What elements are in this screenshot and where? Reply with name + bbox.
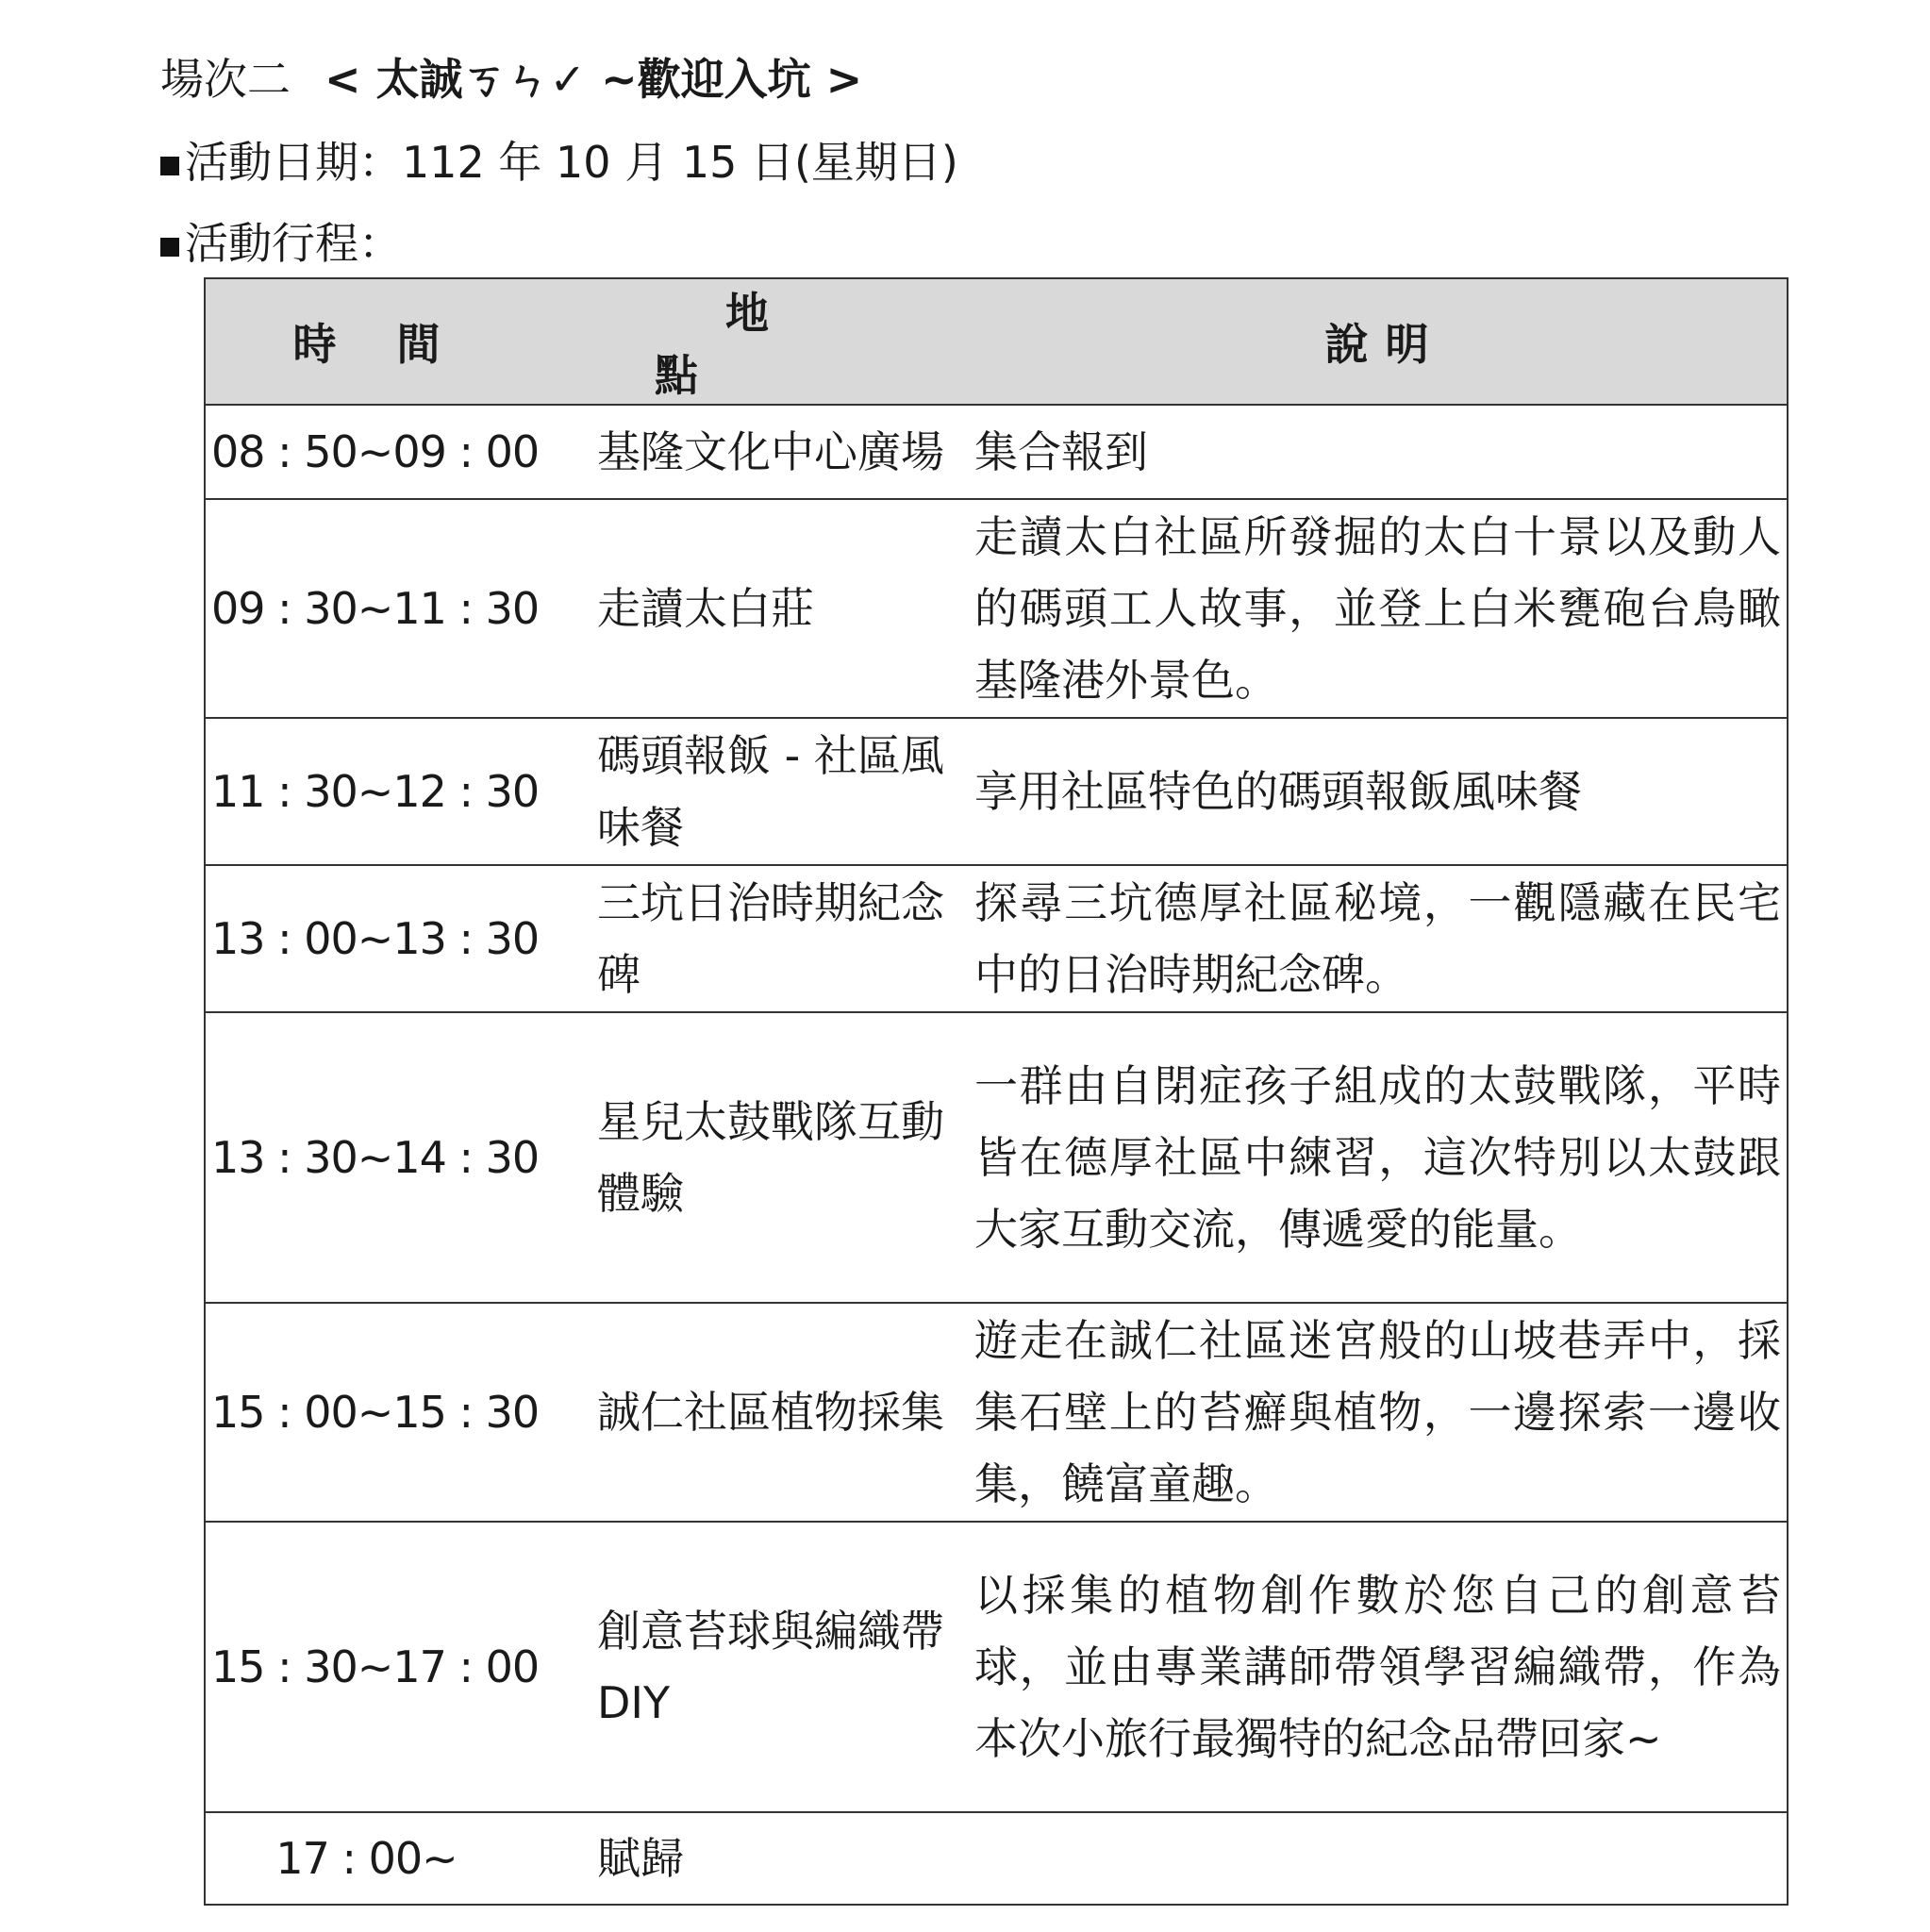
row-time: 17 : 00~ xyxy=(205,1812,527,1905)
activity-schedule-line xyxy=(160,213,402,274)
table-row xyxy=(205,405,1788,499)
header-desc: 說明 xyxy=(967,278,1788,405)
row-time: 13 : 00~13 : 30 xyxy=(205,865,527,1012)
table-row xyxy=(205,1812,1788,1905)
table-row xyxy=(205,1303,1788,1522)
row-place: 賦歸 xyxy=(527,1812,967,1905)
activity-date-label: 活動日期： xyxy=(185,137,402,188)
activity-date-value: 112 年 10 月 15 日(星期日) xyxy=(402,137,958,188)
schedule-table xyxy=(204,277,1789,1906)
square-bullet-icon xyxy=(160,238,179,257)
session-label: 場次二 xyxy=(160,54,291,105)
activity-schedule-label: 活動行程： xyxy=(185,218,402,269)
row-desc: 遊走在誠仁社區迷宮般的山坡巷弄中，採集石壁上的苔癬與植物，一邊探索一邊收集，饒富童趣。 xyxy=(967,1303,1788,1522)
header-time: 時間 xyxy=(205,278,527,405)
row-place: 星兒太鼓戰隊互動體驗 xyxy=(527,1012,967,1303)
row-desc: 享用社區特色的碼頭報飯風味餐 xyxy=(967,718,1788,865)
row-desc: 集合報到 xyxy=(967,405,1788,499)
table-row xyxy=(205,865,1788,1012)
row-desc: 一群由自閉症孩子組成的太鼓戰隊，平時皆在德厚社區中練習，這次特別以太鼓跟大家互動交流，傳遞愛的能量。 xyxy=(967,1012,1788,1303)
row-desc: 探尋三坑德厚社區秘境，一觀隱藏在民宅中的日治時期紀念碑。 xyxy=(967,865,1788,1012)
row-time: 15 : 00~15 : 30 xyxy=(205,1303,527,1522)
table-header-row xyxy=(205,278,1788,405)
row-place: 三坑日治時期紀念碑 xyxy=(527,865,967,1012)
row-place: 創意苔球與編織帶 DIY xyxy=(527,1522,967,1812)
table-row xyxy=(205,718,1788,865)
table-row xyxy=(205,1522,1788,1812)
row-place: 基隆文化中心廣場 xyxy=(527,405,967,499)
row-desc xyxy=(967,1812,1788,1905)
session-theme: < 太誠ㄎㄣ✓ ~歡迎入坑 > xyxy=(324,54,863,105)
row-time: 09 : 30~11 : 30 xyxy=(205,499,527,718)
row-desc: 走讀太白社區所發掘的太白十景以及動人的碼頭工人故事，並登上白米甕砲台鳥瞰基隆港外景色。 xyxy=(967,499,1788,718)
row-place: 碼頭報飯 - 社區風味餐 xyxy=(527,718,967,865)
header-place: 地點 xyxy=(527,278,967,405)
page-title xyxy=(160,49,862,109)
row-place: 誠仁社區植物採集 xyxy=(527,1303,967,1522)
row-time: 15 : 30~17 : 00 xyxy=(205,1522,527,1812)
row-desc: 以採集的植物創作數於您自己的創意苔球，並由專業講師帶領學習編織帶，作為本次小旅行最獨特的紀念品帶回家~ xyxy=(967,1522,1788,1812)
row-time: 13 : 30~14 : 30 xyxy=(205,1012,527,1303)
square-bullet-icon xyxy=(160,157,179,175)
row-time: 11 : 30~12 : 30 xyxy=(205,718,527,865)
activity-date-line xyxy=(160,132,958,192)
table-row xyxy=(205,1012,1788,1303)
table-row xyxy=(205,499,1788,718)
row-time: 08 : 50~09 : 00 xyxy=(205,405,527,499)
row-place: 走讀太白莊 xyxy=(527,499,967,718)
